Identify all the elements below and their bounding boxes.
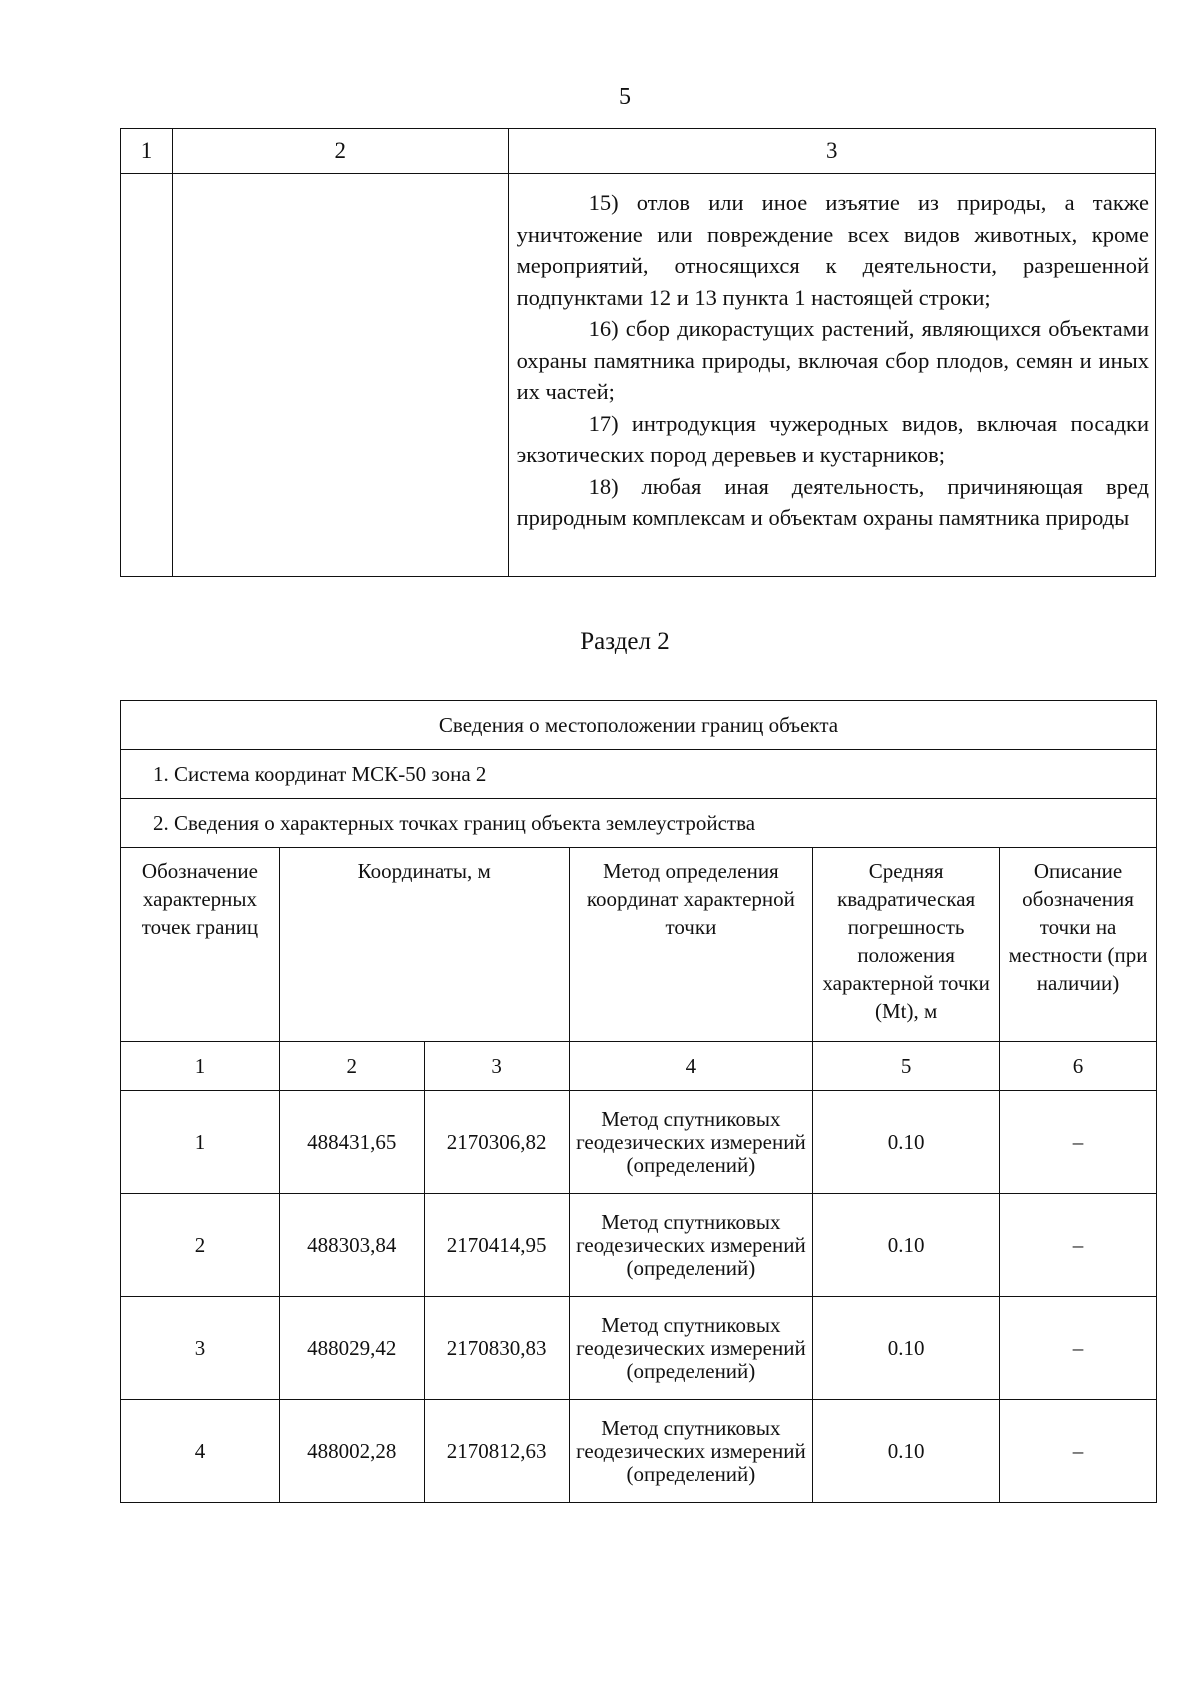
point-id: 4 xyxy=(121,1400,280,1503)
error: 0.10 xyxy=(813,1194,1000,1297)
column-index: 5 xyxy=(813,1042,1000,1091)
restriction-item-18: 18) любая иная деятельность, причиняющая вред природным комплексам и объектам охраны памятника природы xyxy=(516,473,1149,530)
column-number-1: 1 xyxy=(121,129,173,174)
empty-cell xyxy=(172,174,508,577)
column-header-row xyxy=(121,848,1157,1042)
method: Метод спутниковых геодезических измерений (определений) xyxy=(569,1297,813,1400)
coordinate-system-row xyxy=(121,750,1157,799)
column-index: 2 xyxy=(279,1042,424,1091)
empty-cell xyxy=(121,174,173,577)
header-description: Описание обозначения точки на местности (при наличии) xyxy=(1000,848,1157,1042)
restrictions-table xyxy=(120,128,1156,577)
restriction-item-16: 16) сбор дикорастущих растений, являющихся объектами охраны памятника природы, включая сбор плодов, семян и иных их частей; xyxy=(516,316,1149,404)
coord-y: 2170414,95 xyxy=(424,1194,569,1297)
point-id: 3 xyxy=(121,1297,280,1400)
coord-x: 488002,28 xyxy=(279,1400,424,1503)
header-coordinates: Координаты, м xyxy=(279,848,569,1042)
coord-y: 2170306,82 xyxy=(424,1091,569,1194)
coordinate-system: 1. Система координат МСК-50 зона 2 xyxy=(121,750,1157,799)
header-error: Средняя квадратическая погрешность положения характерной точки (Mt), м xyxy=(813,848,1000,1042)
points-info: 2. Сведения о характерных точках границ объекта землеустройства xyxy=(121,799,1157,848)
header-point-designation: Обозначение характерных точек границ xyxy=(121,848,280,1042)
column-number-3: 3 xyxy=(508,129,1155,174)
point-id: 1 xyxy=(121,1091,280,1194)
page-number: 5 xyxy=(619,84,631,110)
table-row xyxy=(121,1194,1157,1297)
method: Метод спутниковых геодезических измерений (определений) xyxy=(569,1400,813,1503)
error: 0.10 xyxy=(813,1400,1000,1503)
coord-x: 488029,42 xyxy=(279,1297,424,1400)
restriction-item-17: 17) интродукция чужеродных видов, включая посадки экзотических пород деревьев и кустарников; xyxy=(516,410,1149,467)
column-index: 1 xyxy=(121,1042,280,1091)
point-id: 2 xyxy=(121,1194,280,1297)
restrictions-text-cell xyxy=(508,174,1155,577)
column-index: 4 xyxy=(569,1042,813,1091)
table-caption-row xyxy=(121,701,1157,750)
description: – xyxy=(1000,1400,1157,1503)
column-index: 6 xyxy=(1000,1042,1157,1091)
coord-x: 488431,65 xyxy=(279,1091,424,1194)
table-row xyxy=(121,1091,1157,1194)
restrictions-body-row xyxy=(121,174,1156,577)
error: 0.10 xyxy=(813,1091,1000,1194)
table-row xyxy=(121,1297,1157,1400)
restrictions-header-row xyxy=(121,129,1156,174)
error: 0.10 xyxy=(813,1297,1000,1400)
method: Метод спутниковых геодезических измерений (определений) xyxy=(569,1194,813,1297)
table-row xyxy=(121,1400,1157,1503)
method: Метод спутниковых геодезических измерений (определений) xyxy=(569,1091,813,1194)
description: – xyxy=(1000,1091,1157,1194)
description: – xyxy=(1000,1297,1157,1400)
coord-y: 2170812,63 xyxy=(424,1400,569,1503)
points-info-row xyxy=(121,799,1157,848)
header-method: Метод определения координат характерной точки xyxy=(569,848,813,1042)
table-caption: Сведения о местоположении границ объекта xyxy=(121,701,1157,750)
coord-y: 2170830,83 xyxy=(424,1297,569,1400)
column-number-2: 2 xyxy=(172,129,508,174)
coordinates-table xyxy=(120,700,1157,1503)
section-title: Раздел 2 xyxy=(580,628,670,655)
column-number-row xyxy=(121,1042,1157,1091)
restriction-item-15: 15) отлов или иное изъятие из природы, а также уничтожение или повреждение всех видов животных, кроме мероприятий, относящихся к деятельности, разрешенной подпунктами 12 и 13 пункта 1 настоящей строки; xyxy=(516,190,1149,310)
coord-x: 488303,84 xyxy=(279,1194,424,1297)
description: – xyxy=(1000,1194,1157,1297)
column-index: 3 xyxy=(424,1042,569,1091)
